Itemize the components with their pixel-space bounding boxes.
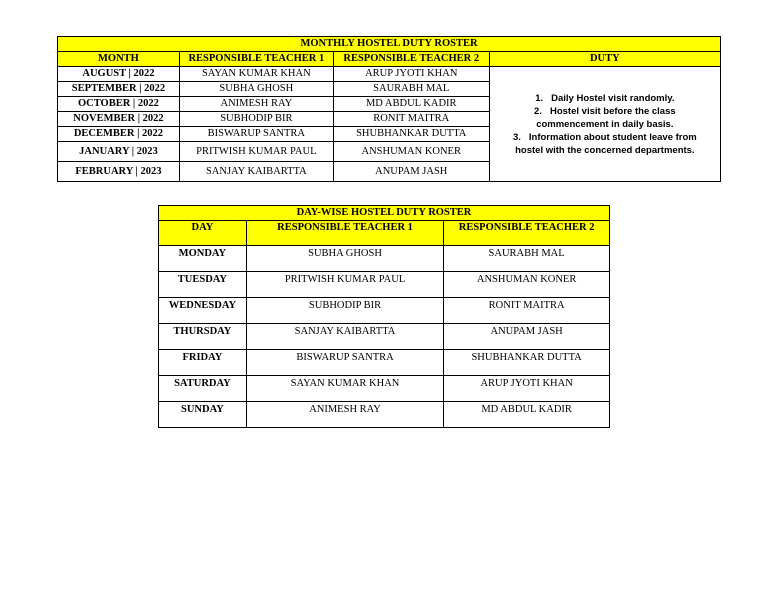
header-teacher-1: RESPONSIBLE TEACHER 1 (179, 52, 333, 67)
teacher-1-cell: SUBHA GHOSH (246, 246, 443, 272)
teacher-1-cell: PRITWISH KUMAR PAUL (179, 142, 333, 162)
header-month: MONTH (58, 52, 180, 67)
table-row (58, 67, 721, 82)
day-cell: WEDNESDAY (159, 298, 247, 324)
teacher-1-cell: SUBHA GHOSH (179, 82, 333, 97)
header-teacher-2: RESPONSIBLE TEACHER 2 (333, 52, 489, 67)
header-duty: DUTY (489, 52, 720, 67)
month-cell: JANUARY | 2023 (58, 142, 180, 162)
teacher-2-cell: RONIT MAITRA (333, 112, 489, 127)
teacher-2-cell: SAURABH MAL (333, 82, 489, 97)
duty-cell (489, 67, 720, 182)
monthly-roster-table (57, 36, 721, 182)
month-cell: NOVEMBER | 2022 (58, 112, 180, 127)
teacher-1-cell: SUBHODIP BIR (246, 298, 443, 324)
table-row (159, 298, 610, 324)
teacher-2-cell: RONIT MAITRA (444, 298, 610, 324)
teacher-1-cell: PRITWISH KUMAR PAUL (246, 272, 443, 298)
teacher-1-cell: SANJAY KAIBARTTA (246, 324, 443, 350)
day-cell: SUNDAY (159, 402, 247, 428)
daywise-roster-table (158, 205, 610, 428)
teacher-2-cell: MD ABDUL KADIR (333, 97, 489, 112)
teacher-1-cell: ANIMESH RAY (246, 402, 443, 428)
teacher-1-cell: BISWARUP SANTRA (179, 127, 333, 142)
day-cell: THURSDAY (159, 324, 247, 350)
month-cell: FEBRUARY | 2023 (58, 162, 180, 182)
duty-item: 3. Information about student leave from hostel with the concerned departments. (512, 131, 697, 156)
teacher-2-cell: SHUBHANKAR DUTTA (333, 127, 489, 142)
month-cell: OCTOBER | 2022 (58, 97, 180, 112)
teacher-2-cell: ANSHUMAN KONER (333, 142, 489, 162)
day-cell: SATURDAY (159, 376, 247, 402)
duty-list (490, 92, 720, 157)
teacher-2-cell: ANUPAM JASH (444, 324, 610, 350)
header-day: DAY (159, 221, 247, 246)
teacher-2-cell: MD ABDUL KADIR (444, 402, 610, 428)
teacher-2-cell: ARUP JYOTI KHAN (333, 67, 489, 82)
table-row (159, 376, 610, 402)
table-row (159, 402, 610, 428)
teacher-1-cell: SANJAY KAIBARTTA (179, 162, 333, 182)
duty-item: 1. Daily Hostel visit randomly. (535, 92, 675, 104)
header-teacher-1: RESPONSIBLE TEACHER 1 (246, 221, 443, 246)
day-cell: TUESDAY (159, 272, 247, 298)
teacher-2-cell: ANSHUMAN KONER (444, 272, 610, 298)
teacher-2-cell: ANUPAM JASH (333, 162, 489, 182)
monthly-roster-title: MONTHLY HOSTEL DUTY ROSTER (58, 37, 721, 52)
teacher-1-cell: SUBHODIP BIR (179, 112, 333, 127)
duty-item: 2. Hostel visit before the class commencement in daily basis. (534, 105, 676, 130)
teacher-1-cell: BISWARUP SANTRA (246, 350, 443, 376)
teacher-2-cell: ARUP JYOTI KHAN (444, 376, 610, 402)
month-cell: SEPTEMBER | 2022 (58, 82, 180, 97)
teacher-2-cell: SAURABH MAL (444, 246, 610, 272)
table-row (159, 246, 610, 272)
day-cell: MONDAY (159, 246, 247, 272)
teacher-1-cell: SAYAN KUMAR KHAN (246, 376, 443, 402)
month-cell: AUGUST | 2022 (58, 67, 180, 82)
teacher-1-cell: SAYAN KUMAR KHAN (179, 67, 333, 82)
teacher-1-cell: ANIMESH RAY (179, 97, 333, 112)
daywise-roster-title: DAY-WISE HOSTEL DUTY ROSTER (159, 206, 610, 221)
month-cell: DECEMBER | 2022 (58, 127, 180, 142)
header-teacher-2: RESPONSIBLE TEACHER 2 (444, 221, 610, 246)
teacher-2-cell: SHUBHANKAR DUTTA (444, 350, 610, 376)
day-cell: FRIDAY (159, 350, 247, 376)
table-row (159, 324, 610, 350)
table-row (159, 272, 610, 298)
table-row (159, 350, 610, 376)
